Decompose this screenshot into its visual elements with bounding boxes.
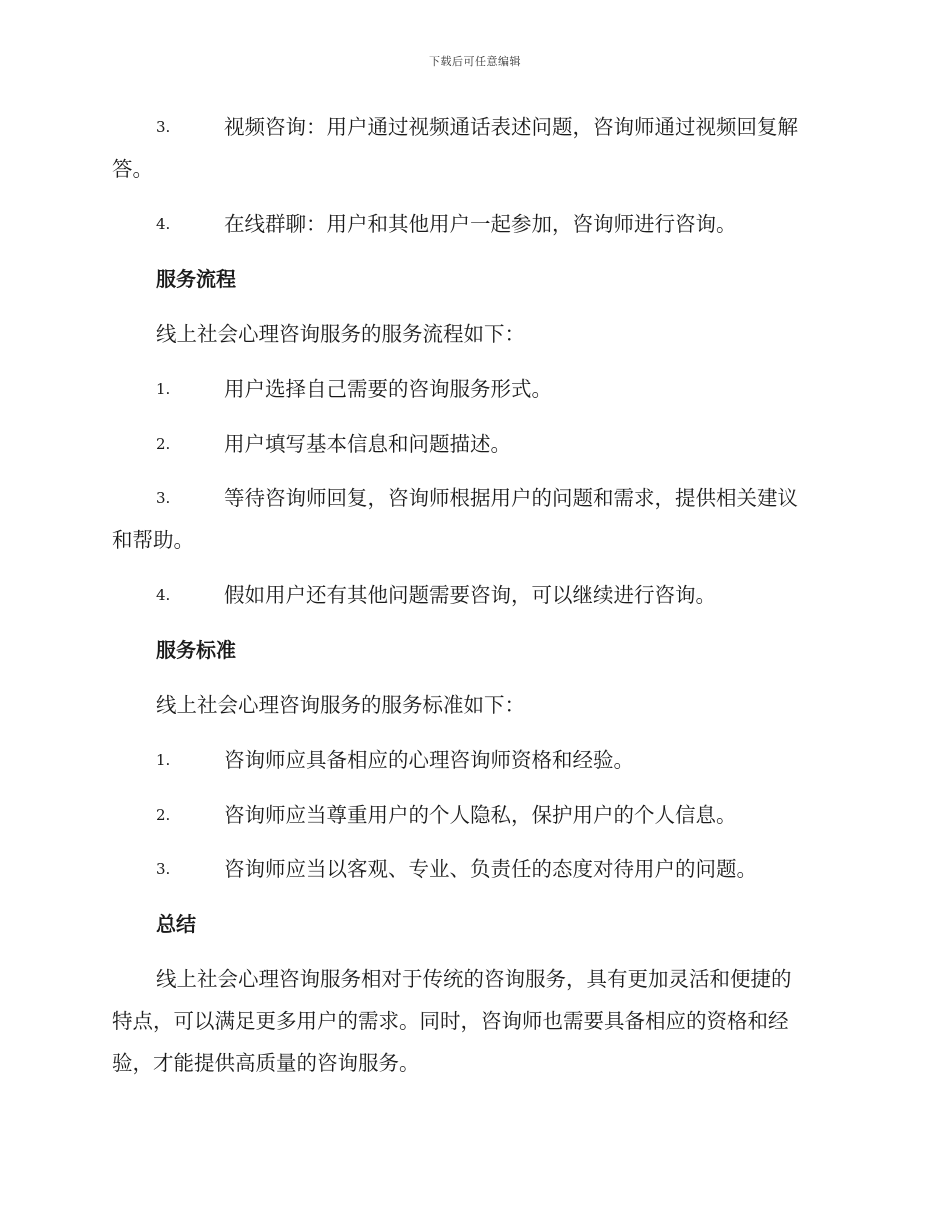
list-text: 在线群聊：用户和其他用户一起参加，咨询师进行咨询。: [224, 212, 737, 236]
section-heading: 总结: [156, 912, 196, 936]
list-text: 视频咨询：用户通过视频通话表述问题，咨询师通过视频回复解: [224, 115, 798, 139]
paragraph-line: 验，才能提供高质量的咨询服务。: [112, 1051, 420, 1075]
summary-paragraph: [112, 958, 838, 1084]
list-number: 3.: [156, 860, 171, 878]
paragraph-line: 特点，可以满足更多用户的需求。同时，咨询师也需要具备相应的资格和经: [112, 1009, 789, 1033]
list-text: 咨询师应当以客观、专业、负责任的态度对待用户的问题。: [224, 857, 757, 881]
list-number: 1.: [156, 380, 171, 398]
section-heading: 服务标准: [156, 638, 236, 662]
list-text: 咨询师应当尊重用户的个人隐私，保护用户的个人信息。: [224, 803, 737, 827]
section-heading: 服务流程: [156, 267, 236, 291]
list-item: [112, 848, 838, 890]
list-item: [112, 423, 838, 465]
list-number: 4.: [156, 215, 171, 233]
list-number: 2.: [156, 435, 171, 453]
list-number: 1.: [156, 751, 171, 769]
list-item: [112, 739, 838, 781]
paragraph: 线上社会心理咨询服务的服务标准如下：: [156, 693, 525, 717]
list-item: [112, 203, 838, 245]
paragraph: 线上社会心理咨询服务的服务流程如下：: [156, 322, 525, 346]
list-text: 假如用户还有其他问题需要咨询，可以继续进行咨询。: [224, 583, 716, 607]
page-header: 下载后可任意编辑: [429, 55, 521, 68]
list-text-continued: 和帮助。: [112, 528, 194, 552]
list-text: 用户选择自己需要的咨询服务形式。: [224, 377, 552, 401]
list-item: [112, 106, 838, 190]
list-text: 用户填写基本信息和问题描述。: [224, 432, 511, 456]
paragraph-line: 线上社会心理咨询服务相对于传统的咨询服务，具有更加灵活和便捷的: [156, 967, 792, 991]
list-item: [112, 368, 838, 410]
list-item: [112, 477, 838, 561]
list-item: [112, 574, 838, 616]
list-item: [112, 794, 838, 836]
list-text: 等待咨询师回复，咨询师根据用户的问题和需求，提供相关建议: [224, 486, 798, 510]
list-number: 3.: [156, 118, 171, 136]
list-text: 咨询师应具备相应的心理咨询师资格和经验。: [224, 748, 634, 772]
list-number: 3.: [156, 489, 171, 507]
list-number: 4.: [156, 586, 171, 604]
list-text-continued: 答。: [112, 157, 153, 181]
list-number: 2.: [156, 806, 171, 824]
